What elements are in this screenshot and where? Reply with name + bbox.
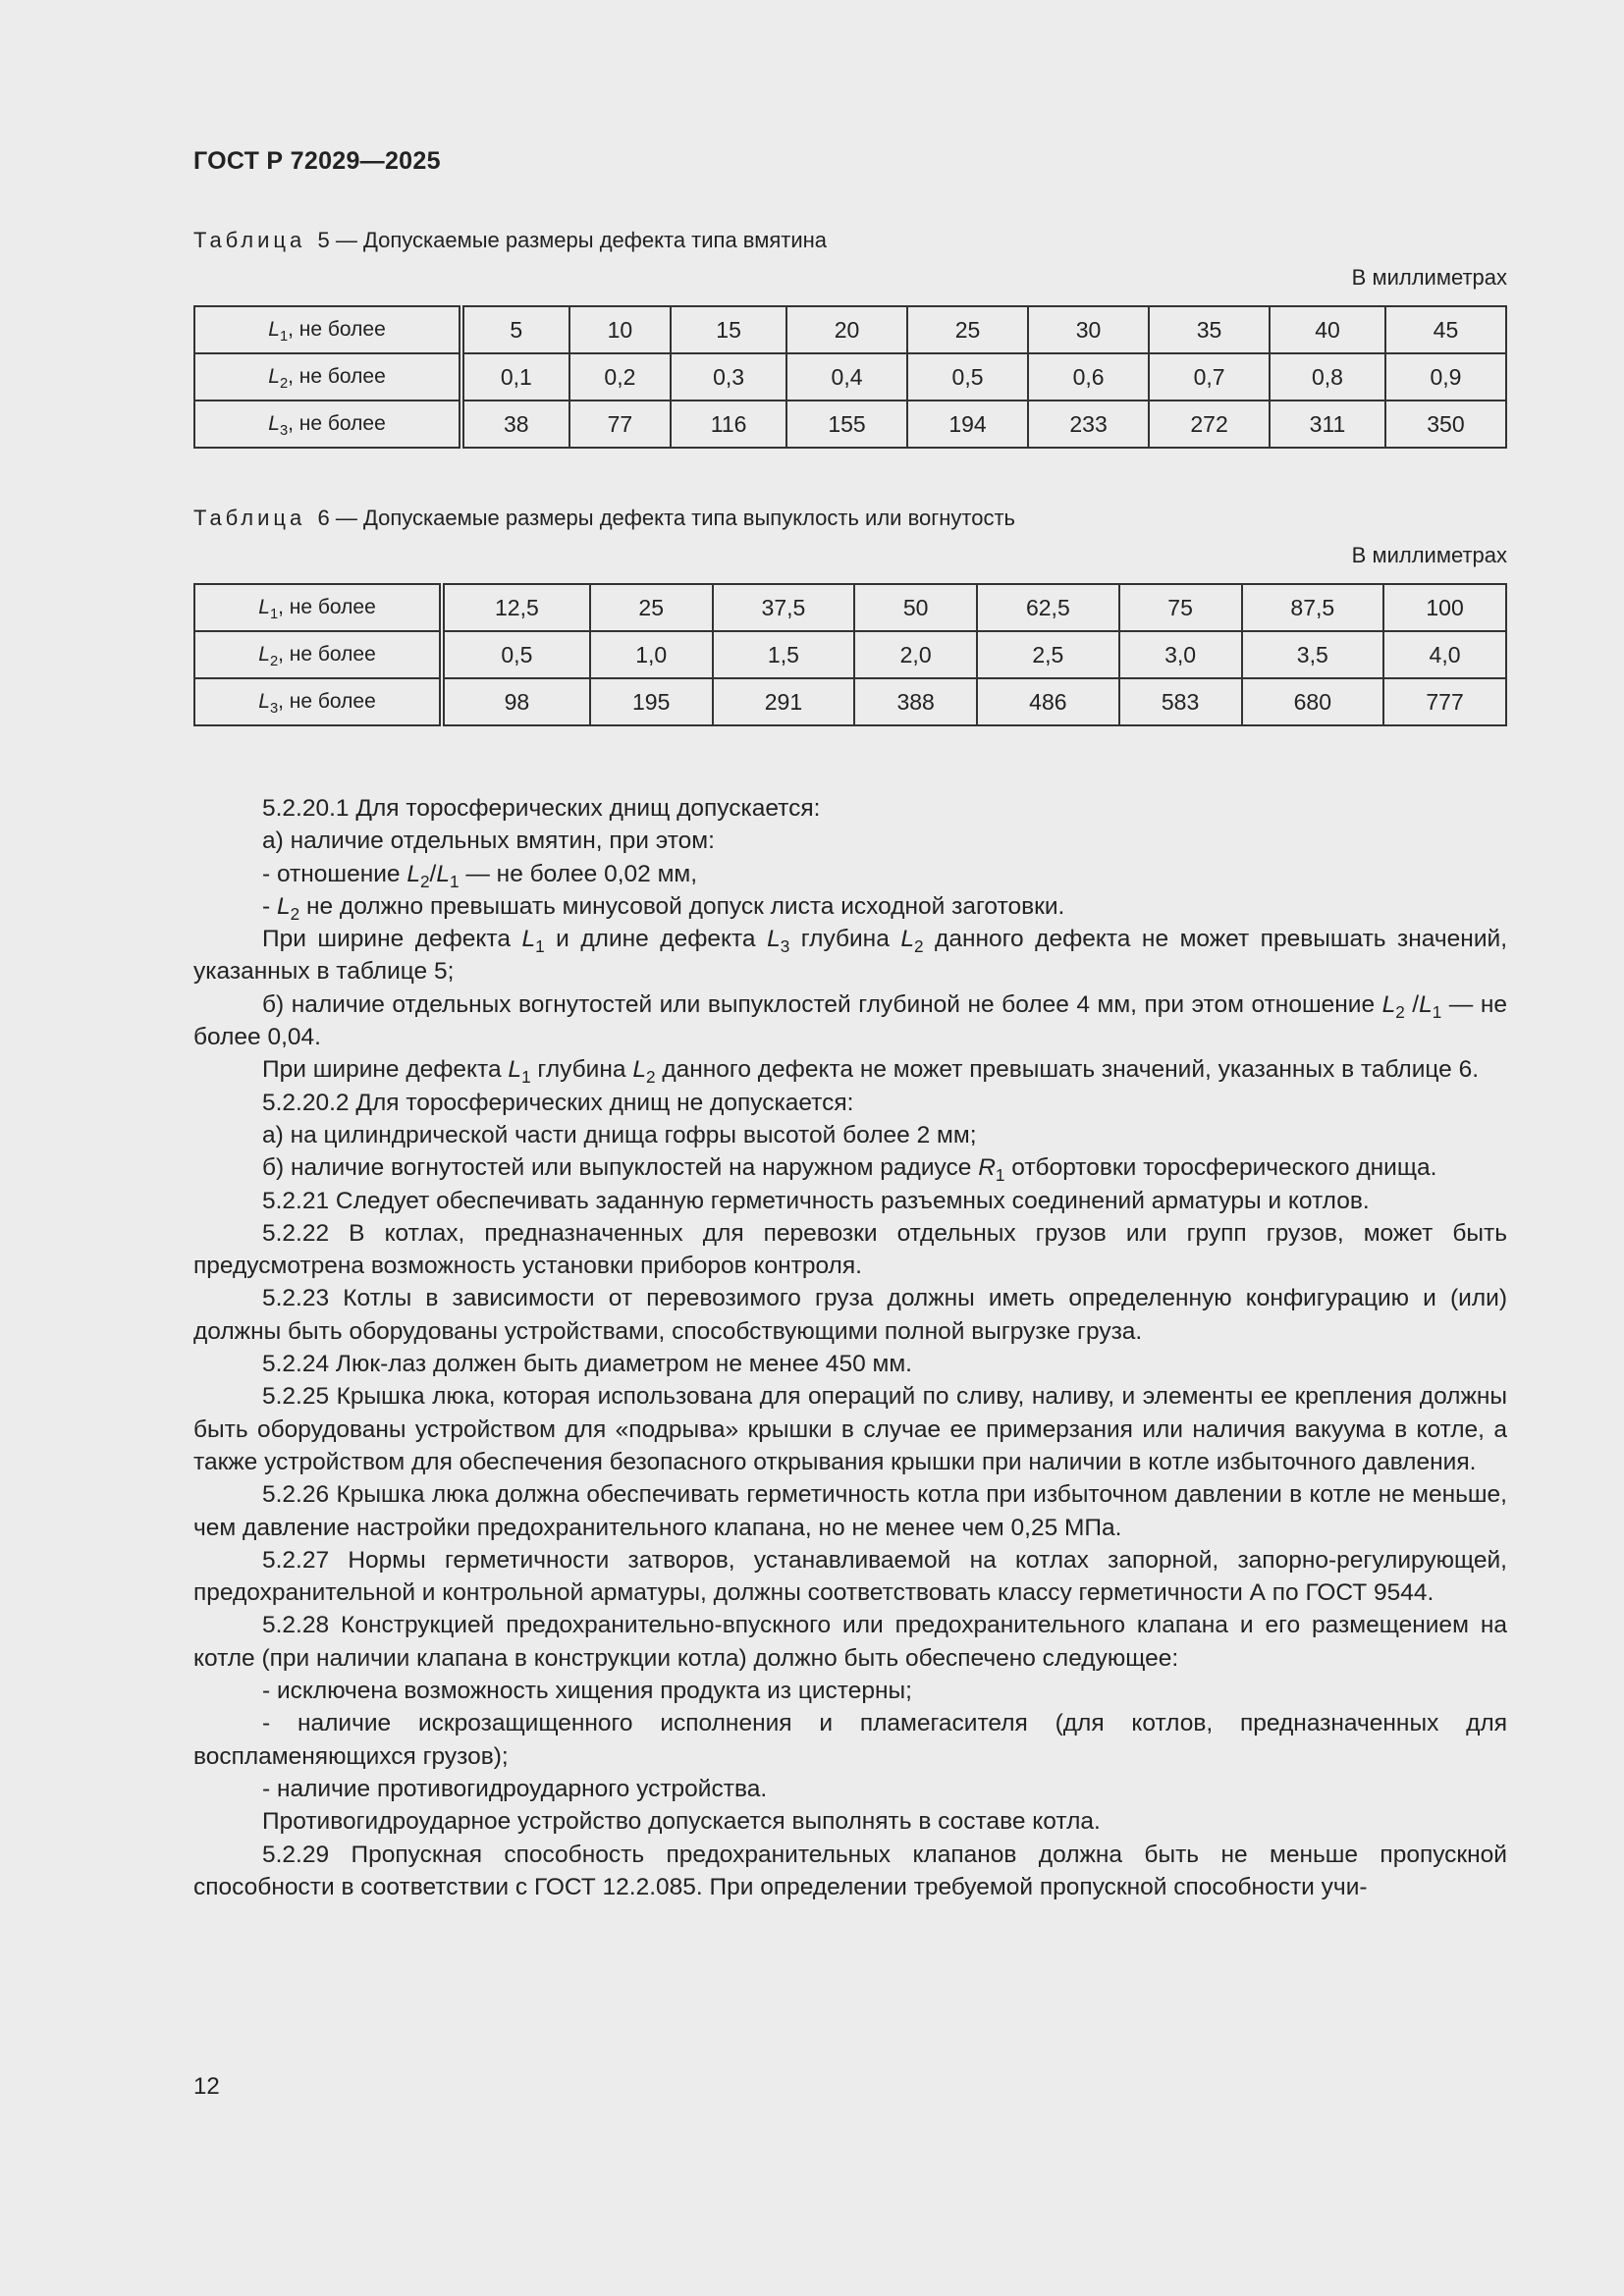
row-label: , не более — [278, 643, 376, 666]
table5-cell: 0,9 — [1385, 353, 1506, 400]
text-run: — не более 0,02 мм, — [459, 860, 698, 887]
text-run: 5.2.28 Конструкцией предохранительно-впускного или предохранительного клапана и его размещением на котле (при наличии клапана в конструкции котла) должно быть обеспечено следующее: — [193, 1612, 1507, 1672]
table6-row-header — [194, 678, 442, 725]
math-symbol: R — [978, 1154, 996, 1182]
table5-cell: 116 — [671, 400, 786, 448]
table6-cell: 1,5 — [713, 631, 855, 678]
text-run: а) наличие отдельных вмятин, при этом: — [262, 828, 715, 855]
table5-cell: 30 — [1028, 306, 1149, 353]
text-run: не должно превышать минусовой допуск листа исходной заготовки. — [299, 892, 1065, 920]
text-run: б) наличие вогнутостей или выпуклостей на наружном радиусе — [262, 1154, 979, 1182]
table6-cell: 486 — [977, 678, 1119, 725]
text-run: и длине дефекта — [544, 926, 768, 953]
math-symbol: L — [900, 926, 914, 953]
table5-cell: 20 — [786, 306, 907, 353]
symbol-subscript: 2 — [269, 654, 279, 670]
table5-cell: 0,1 — [461, 353, 569, 400]
text-run: Противогидроударное устройство допускается выполнять в составе котла. — [262, 1808, 1101, 1836]
paragraph — [193, 1217, 1507, 1283]
symbol: L — [258, 596, 270, 618]
paragraph — [193, 923, 1507, 988]
paragraph — [193, 1839, 1507, 1904]
symbol: L — [258, 690, 270, 713]
text-run: 5.2.29 Пропускная способность предохранительных клапанов должна быть не меньше пропускной способности в соответствии с ГОСТ 12.2.085. При определении требуемой пропускной способности учи- — [193, 1841, 1507, 1900]
text-run: глубина — [789, 926, 901, 953]
table5-caption-word: Таблица — [193, 228, 306, 252]
table6-cell: 680 — [1242, 678, 1384, 725]
math-symbol: L — [1381, 990, 1396, 1018]
table6-cell: 777 — [1383, 678, 1506, 725]
paragraph — [193, 792, 1507, 825]
symbol-subscript: 1 — [269, 607, 279, 623]
paragraph — [193, 1087, 1507, 1119]
table5-cell: 25 — [907, 306, 1028, 353]
math-subscript: 2 — [290, 903, 300, 924]
symbol: L — [268, 412, 280, 435]
paragraph — [193, 1773, 1507, 1805]
table5-cell: 45 — [1385, 306, 1506, 353]
table5-units: В миллиметрах — [1351, 265, 1507, 290]
table5-cell: 311 — [1270, 400, 1385, 448]
table5-cell: 350 — [1385, 400, 1506, 448]
paragraph — [193, 858, 1507, 890]
paragraph — [193, 1805, 1507, 1838]
symbol-subscript: 1 — [279, 329, 289, 346]
text-run: 5.2.27 Нормы герметичности затворов, устанавливаемой на котлах запорной, запорно-регулирующей, предохранительной и контрольной арматуры, должны соответствовать классу герметичности А по ГОСТ 9544. — [193, 1546, 1507, 1607]
table6-cell: 62,5 — [977, 584, 1119, 631]
paragraph — [193, 1609, 1507, 1675]
table5-cell: 0,7 — [1149, 353, 1270, 400]
math-symbol: L — [767, 926, 781, 953]
symbol: L — [258, 643, 270, 666]
paragraph — [193, 1478, 1507, 1544]
row-label: , не более — [288, 412, 386, 435]
table5-caption-text: 5 — Допускаемые размеры дефекта типа вмятина — [317, 228, 828, 252]
math-subscript: 1 — [450, 871, 460, 891]
text-run: 5.2.26 Крышка люка должна обеспечивать герметичность котла при избыточном давлении в котле не меньше, чем давление настройки предохранительного клапана, но не менее чем 0,25 МПа. — [193, 1481, 1507, 1541]
table5-cell: 272 — [1149, 400, 1270, 448]
text-run: данного дефекта не может превышать значений, указанных в таблице 5; — [193, 926, 1507, 986]
page-number: 12 — [193, 2073, 220, 2100]
text-run: 5.2.21 Следует обеспечивать заданную герметичность разъемных соединений арматуры и котлов. — [262, 1187, 1370, 1214]
text-run: отбортовки торосферического днища. — [1004, 1154, 1437, 1182]
document-header: ГОСТ Р 72029—2025 — [193, 147, 441, 175]
math-symbol: L — [632, 1056, 646, 1084]
math-subscript: 2 — [1395, 1001, 1405, 1022]
paragraph — [193, 1707, 1507, 1773]
table6-cell: 12,5 — [442, 584, 590, 631]
table6-cell: 1,0 — [590, 631, 713, 678]
table5-row — [194, 400, 1506, 448]
text-run: - отношение — [262, 860, 407, 887]
paragraph — [193, 1151, 1507, 1184]
table5-cell: 35 — [1149, 306, 1270, 353]
text-run: / — [1404, 990, 1420, 1018]
table6-caption-word: Таблица — [193, 506, 306, 530]
paragraph — [193, 1282, 1507, 1348]
table6-cell: 98 — [442, 678, 590, 725]
symbol-subscript: 3 — [279, 423, 289, 440]
text-run: 5.2.24 Люк-лаз должен быть диаметром не менее 450 мм. — [262, 1351, 912, 1378]
table5-cell: 0,2 — [569, 353, 672, 400]
math-subscript: 1 — [521, 1067, 531, 1088]
math-subscript: 3 — [780, 936, 790, 957]
symbol-subscript: 2 — [279, 376, 289, 393]
text-run: - — [262, 892, 277, 920]
table5-cell: 155 — [786, 400, 907, 448]
math-symbol: L — [406, 860, 420, 887]
table5-cell: 0,3 — [671, 353, 786, 400]
text-run: 5.2.23 Котлы в зависимости от перевозимого груза должны иметь определенную конфигурацию и (или) должны быть оборудованы устройствами, способствующими полной выгрузке груза. — [193, 1285, 1507, 1345]
math-symbol: L — [436, 860, 450, 887]
table6-cell: 4,0 — [1383, 631, 1506, 678]
text-run: данного дефекта не может превышать значений, указанных в таблице 6. — [655, 1056, 1480, 1084]
row-label: , не более — [278, 596, 376, 618]
paragraph — [193, 1053, 1507, 1086]
table6-units: В миллиметрах — [1351, 543, 1507, 567]
table6-cell: 3,0 — [1119, 631, 1242, 678]
row-label: , не более — [278, 690, 376, 713]
symbol: L — [268, 365, 280, 388]
paragraph — [193, 1348, 1507, 1380]
table6-cell: 291 — [713, 678, 855, 725]
table5-row — [194, 353, 1506, 400]
symbol-subscript: 3 — [269, 701, 279, 718]
body-text — [193, 792, 1507, 1903]
table6-cell: 50 — [854, 584, 977, 631]
table5-cell: 15 — [671, 306, 786, 353]
table6-caption — [193, 506, 1015, 531]
text-run: 5.2.22 В котлах, предназначенных для перевозки отдельных грузов или групп грузов, может быть предусмотрена возможность установки приборов контроля. — [193, 1219, 1507, 1280]
table6-row — [194, 584, 1506, 631]
paragraph — [193, 1119, 1507, 1151]
math-subscript: 1 — [535, 936, 545, 957]
table6-cell: 2,5 — [977, 631, 1119, 678]
text-run: / — [429, 860, 437, 887]
paragraph — [193, 825, 1507, 857]
table5-cell: 194 — [907, 400, 1028, 448]
math-subscript: 1 — [1432, 1001, 1442, 1022]
table5-cell: 40 — [1270, 306, 1385, 353]
math-symbol: L — [276, 892, 291, 920]
row-label: , не более — [288, 365, 386, 388]
paragraph — [193, 890, 1507, 923]
math-subscript: 1 — [995, 1165, 1005, 1186]
table5-row-header — [194, 306, 461, 353]
table6 — [193, 583, 1507, 726]
paragraph — [193, 1544, 1507, 1610]
table5-cell: 0,8 — [1270, 353, 1385, 400]
table6-cell: 25 — [590, 584, 713, 631]
table6-cell: 195 — [590, 678, 713, 725]
text-run: - наличие искрозащищенного исполнения и пламегасителя (для котлов, предназначенных для воспламеняющихся грузов); — [193, 1710, 1507, 1770]
table6-cell: 100 — [1383, 584, 1506, 631]
table6-cell: 87,5 — [1242, 584, 1384, 631]
text-run: При ширине дефекта — [262, 1056, 509, 1084]
table6-row — [194, 631, 1506, 678]
table6-cell: 0,5 — [442, 631, 590, 678]
table5-cell: 38 — [461, 400, 569, 448]
paragraph — [193, 1380, 1507, 1478]
text-run: б) наличие отдельных вогнутостей или выпуклостей глубиной не более 4 мм, при этом отношение — [262, 990, 1382, 1018]
table5-caption — [193, 228, 827, 253]
text-run: При ширине дефекта — [262, 926, 522, 953]
table5-cell: 77 — [569, 400, 672, 448]
table6-row-header — [194, 631, 442, 678]
paragraph — [193, 1675, 1507, 1707]
table6-cell: 37,5 — [713, 584, 855, 631]
table5-cell: 5 — [461, 306, 569, 353]
text-run: а) на цилиндрической части днища гофры высотой более 2 мм; — [262, 1121, 977, 1148]
math-subscript: 2 — [420, 871, 430, 891]
text-run: - исключена возможность хищения продукта из цистерны; — [262, 1678, 912, 1705]
table5-cell: 0,4 — [786, 353, 907, 400]
math-symbol: L — [1419, 990, 1433, 1018]
math-symbol: L — [508, 1056, 522, 1084]
table6-cell: 75 — [1119, 584, 1242, 631]
table5-cell: 0,5 — [907, 353, 1028, 400]
row-label: , не более — [288, 318, 386, 341]
table6-caption-text: 6 — Допускаемые размеры дефекта типа выпуклость или вогнутость — [317, 506, 1016, 530]
table6-row-header — [194, 584, 442, 631]
text-run: — не более 0,04. — [193, 990, 1507, 1051]
table6-cell: 3,5 — [1242, 631, 1384, 678]
text-run: глубина — [530, 1056, 633, 1084]
math-subscript: 2 — [913, 936, 924, 957]
table6-cell: 388 — [854, 678, 977, 725]
text-run: 5.2.20.1 Для торосферических днищ допускается: — [262, 795, 821, 822]
table5 — [193, 305, 1507, 449]
table5-row — [194, 306, 1506, 353]
table5-row-header — [194, 353, 461, 400]
table5-row-header — [194, 400, 461, 448]
text-run: 5.2.20.2 Для торосферических днищ не допускается: — [262, 1089, 854, 1116]
table5-cell: 10 — [569, 306, 672, 353]
paragraph — [193, 1185, 1507, 1217]
table6-cell: 583 — [1119, 678, 1242, 725]
table6-row — [194, 678, 1506, 725]
text-run: - наличие противогидроударного устройства. — [262, 1775, 768, 1802]
symbol: L — [268, 318, 280, 341]
table6-cell: 2,0 — [854, 631, 977, 678]
math-symbol: L — [521, 926, 536, 953]
table5-cell: 0,6 — [1028, 353, 1149, 400]
table5-cell: 233 — [1028, 400, 1149, 448]
math-subscript: 2 — [645, 1067, 656, 1088]
paragraph — [193, 988, 1507, 1054]
text-run: 5.2.25 Крышка люка, которая использована для операций по сливу, наливу, и элементы ее крепления должны быть оборудованы устройством для «подрыва» крышки в случае ее примерзания или наличия вакуума в котле, а также устройством для обеспечения безопасного открывания крышки при наличии в котле избыточного давления. — [193, 1383, 1507, 1475]
